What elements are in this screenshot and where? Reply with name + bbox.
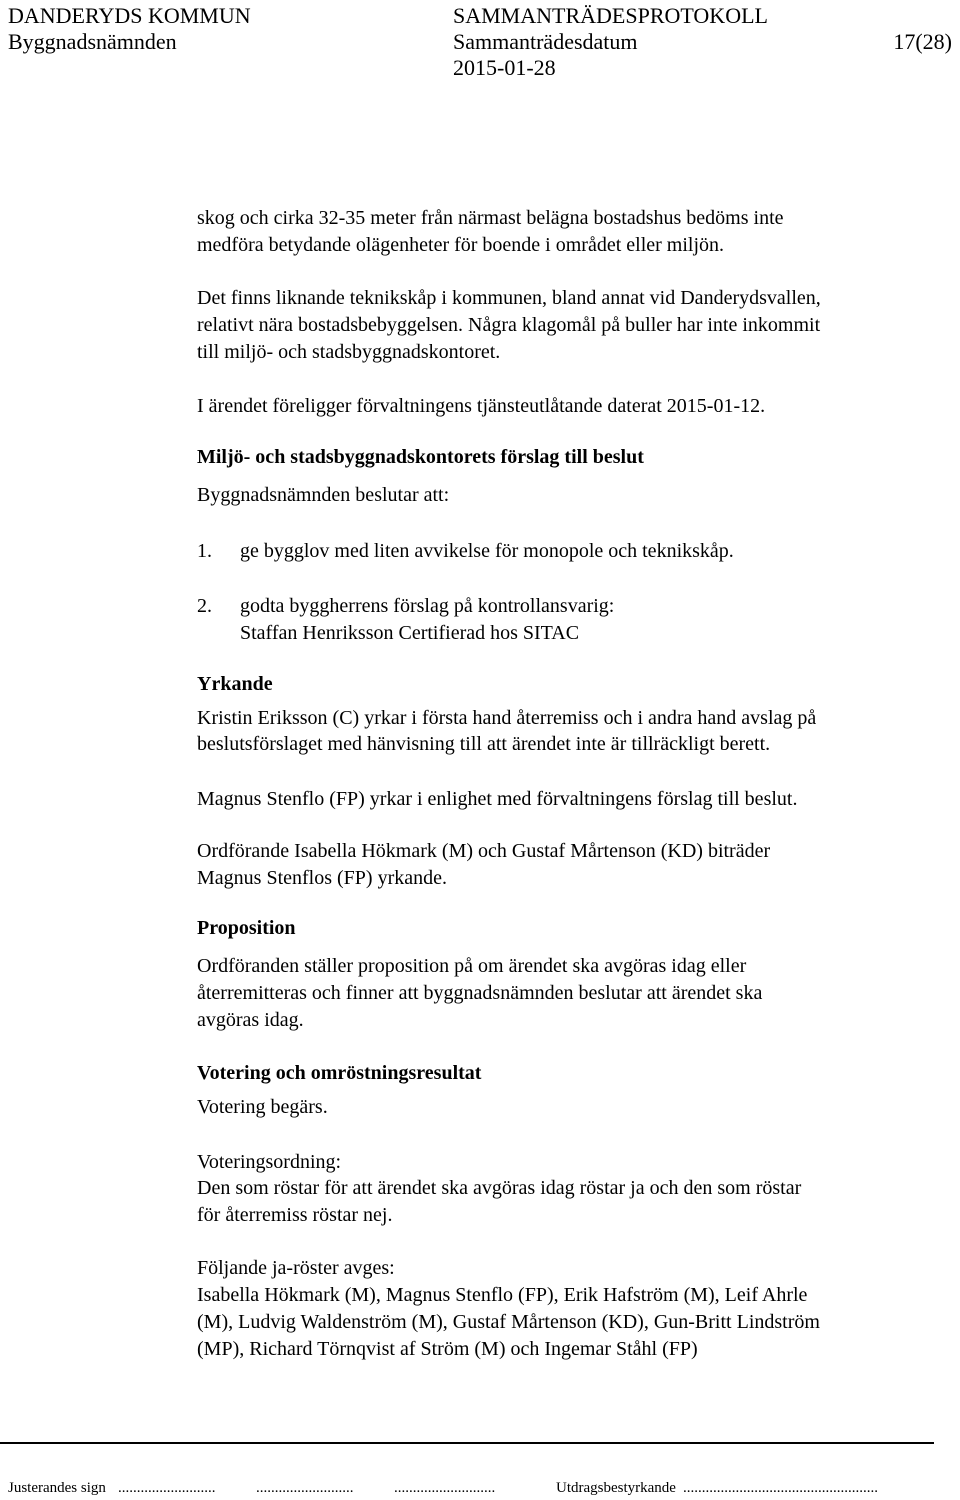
- decision-intro: Byggnadsnämnden beslutar att:: [197, 484, 450, 506]
- paragraph-line: I ärendet föreligger förvaltningens tjänsteutlåtande daterat 2015-01-12.: [197, 395, 766, 417]
- paragraph-line: Votering begärs.: [197, 1096, 328, 1118]
- paragraph-line: medföra betydande olägenheter för boende i området eller miljön.: [197, 234, 725, 256]
- signature-label: Justerandes sign: [8, 1480, 106, 1496]
- paragraph-line: (M), Ludvig Waldenström (M), Gustaf Mårtenson (KD), Gun-Britt Lindström: [197, 1311, 820, 1333]
- proposition-heading: Proposition: [197, 917, 296, 939]
- document-type: SAMMANTRÄDESPROTOKOLL: [453, 3, 768, 28]
- paragraph-line: avgöras idag.: [197, 1009, 304, 1031]
- paragraph-line: Det finns liknande teknikskåp i kommunen, bland annat vid Danderydsvallen,: [197, 287, 821, 309]
- paragraph-line: skog och cirka 32-35 meter från närmast belägna bostadshus bedöms inte: [197, 207, 784, 229]
- voting-heading: Votering och omröstningsresultat: [197, 1062, 482, 1084]
- extract-field: ....................................................: [683, 1480, 878, 1496]
- paragraph-line: till miljö- och stadsbyggnadskontoret.: [197, 341, 501, 363]
- page-number: 17(28): [893, 29, 952, 54]
- paragraph-line: Den som röstar för att ärendet ska avgöras idag röstar ja och den som röstar: [197, 1177, 802, 1199]
- municipality-name: DANDERYDS KOMMUN: [8, 3, 251, 28]
- list-item-text: godta byggherrens förslag på kontrollansvarig:: [240, 595, 615, 617]
- paragraph-line: Magnus Stenflos (FP) yrkande.: [197, 867, 447, 889]
- page-header: [0, 0, 960, 90]
- yrkande-heading: Yrkande: [197, 673, 273, 695]
- paragraph-line: Kristin Eriksson (C) yrkar i första hand återremiss och i andra hand avslag på: [197, 707, 817, 729]
- yes-votes-label: Följande ja-röster avges:: [197, 1257, 395, 1279]
- proposal-heading: Miljö- och stadsbyggnadskontorets förslag till beslut: [197, 446, 644, 468]
- committee-name: Byggnadsnämnden: [8, 29, 177, 54]
- paragraph-line: Magnus Stenflo (FP) yrkar i enlighet med förvaltningens förslag till beslut.: [197, 788, 798, 810]
- date-label: Sammanträdesdatum: [453, 29, 638, 54]
- footer-divider: [0, 1442, 934, 1444]
- paragraph-line: (MP), Richard Törnqvist af Ström (M) och Ingemar Ståhl (FP): [197, 1338, 698, 1360]
- paragraph-line: Ordföranden ställer proposition på om ärendet ska avgöras idag eller: [197, 955, 747, 977]
- list-item-text: ge bygglov med liten avvikelse för monopole och teknikskåp.: [240, 540, 734, 562]
- signature-field: ..........................: [118, 1480, 216, 1496]
- paragraph-line: beslutsförslaget med hänvisning till att ärendet inte är tillräckligt berett.: [197, 733, 771, 755]
- list-item-text: Staffan Henriksson Certifierad hos SITAC: [240, 622, 580, 644]
- paragraph-line: återremitteras och finner att byggnadsnämnden beslutar att ärendet ska: [197, 982, 763, 1004]
- voting-order-label: Voteringsordning:: [197, 1151, 342, 1173]
- meeting-date: 2015-01-28: [453, 55, 556, 80]
- paragraph-line: Isabella Hökmark (M), Magnus Stenflo (FP), Erik Hafström (M), Leif Ahrle: [197, 1284, 808, 1306]
- list-item-number: 2.: [197, 595, 212, 617]
- paragraph-line: för återremiss röstar nej.: [197, 1204, 393, 1226]
- paragraph-line: Ordförande Isabella Hökmark (M) och Gustaf Mårtenson (KD) biträder: [197, 840, 771, 862]
- list-item-number: 1.: [197, 540, 212, 562]
- paragraph-line: relativt nära bostadsbebyggelsen. Några klagomål på buller har inte inkommit: [197, 314, 821, 336]
- extract-label: Utdragsbestyrkande: [556, 1480, 676, 1496]
- signature-field: ...........................: [394, 1480, 496, 1496]
- signature-field: ..........................: [256, 1480, 354, 1496]
